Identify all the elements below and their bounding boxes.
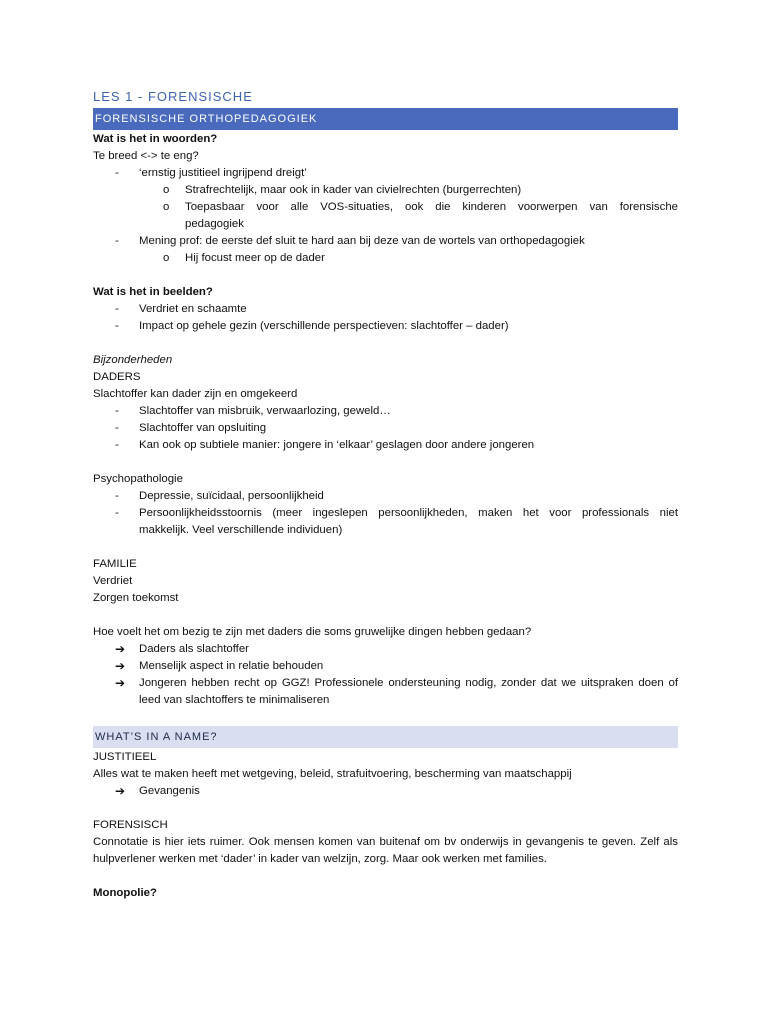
text-line: Alles wat te maken heeft met wetgeving, beleid, strafuitvoering, bescherming van maatschappij: [93, 768, 572, 780]
list-item: - Kan ook op subtiele manier: jongere in ‘elkaar’ geslagen door andere jongeren: [115, 439, 535, 451]
arrow-list-item: ➔ Menselijk aspect in relatie behouden: [115, 659, 324, 673]
list-item: - Slachtoffer van misbruik, verwaarlozing, geweld…: [115, 405, 391, 417]
arrow-list-item: ➔ Gevangenis: [115, 784, 200, 798]
list-item: o Hij focust meer op de dader: [163, 252, 325, 264]
list-item: - ‘ernstig justitieel ingrijpend dreigt’: [115, 167, 307, 179]
list-item: o Strafrechtelijk, maar ook in kader van civielrechten (burgerrechten): [163, 184, 522, 196]
subheading-bijzonderheden: Bijzonderheden: [93, 354, 173, 366]
section-heading-forensische-orthopedagogiek: FORENSISCHE ORTHOPEDAGOGIEK: [93, 108, 678, 130]
list-item: - Impact op gehele gezin (verschillende perspectieven: slachtoffer – dader): [115, 320, 509, 332]
text-line: Zorgen toekomst: [93, 592, 179, 604]
label-forensisch: FORENSISCH: [93, 819, 168, 831]
paragraph: Connotatie is hier iets ruimer. Ook mensen komen van buitenaf om bv onderwijs in gevangenis te geven. Zelf als hulpverlener werken met ‘dader’ in kader van welzijn, zorg. Maar ook werken met families.: [93, 836, 678, 865]
arrow-list-item: ➔ Daders als slachtoffer: [115, 642, 249, 656]
text-line: Te breed <-> te eng?: [93, 150, 199, 162]
list-item: - Persoonlijkheidsstoornis (meer ingeslepen persoonlijkheden, maken het voor professionals niet: [115, 507, 678, 519]
arrow-icon: ➔: [115, 642, 126, 656]
list-item: - Slachtoffer van opsluiting: [115, 422, 267, 434]
text-line: Verdriet: [93, 575, 133, 587]
label-familie: FAMILIE: [93, 558, 137, 570]
label-daders: DADERS: [93, 371, 141, 383]
arrow-list-item-continuation: leed van slachtoffers te minimaliseren: [139, 694, 330, 706]
list-item-continuation: pedagogiek: [185, 218, 244, 230]
text-line: Slachtoffer kan dader zijn en omgekeerd: [93, 388, 298, 400]
arrow-list-item: ➔ Jongeren hebben recht op GGZ! Professionele ondersteuning nodig, zonder dat we uitspraken doen of: [115, 676, 678, 690]
section-heading-whats-in-a-name: WHAT’S IN A NAME?: [93, 726, 678, 748]
label-psychopathologie: Psychopathologie: [93, 473, 183, 485]
list-item: - Verdriet en schaamte: [115, 303, 247, 315]
label-justitieel: JUSTITIEEL: [93, 751, 157, 763]
subheading-beelden: Wat is het in beelden?: [93, 286, 213, 298]
arrow-icon: ➔: [115, 784, 126, 798]
list-item: - Depressie, suïcidaal, persoonlijkheid: [115, 490, 324, 502]
document-page: [93, 84, 678, 902]
subheading-monopolie: Monopolie?: [93, 887, 157, 899]
list-item: - Mening prof: de eerste def sluit te hard aan bij deze van de wortels van orthopedagogiek: [115, 235, 585, 247]
text-line-question: Hoe voelt het om bezig te zijn met daders die soms gruwelijke dingen hebben gedaan?: [93, 626, 532, 638]
subheading-woorden: Wat is het in woorden?: [93, 133, 218, 145]
list-item: o Toepasbaar voor alle VOS-situaties, ook die kinderen voorwerpen van forensische: [163, 201, 678, 213]
arrow-icon: ➔: [115, 659, 126, 673]
list-item-continuation: makkelijk. Veel verschillende individuen): [139, 524, 343, 536]
arrow-icon: ➔: [115, 676, 126, 690]
document-title: LES 1 - FORENSISCHE: [93, 89, 253, 104]
